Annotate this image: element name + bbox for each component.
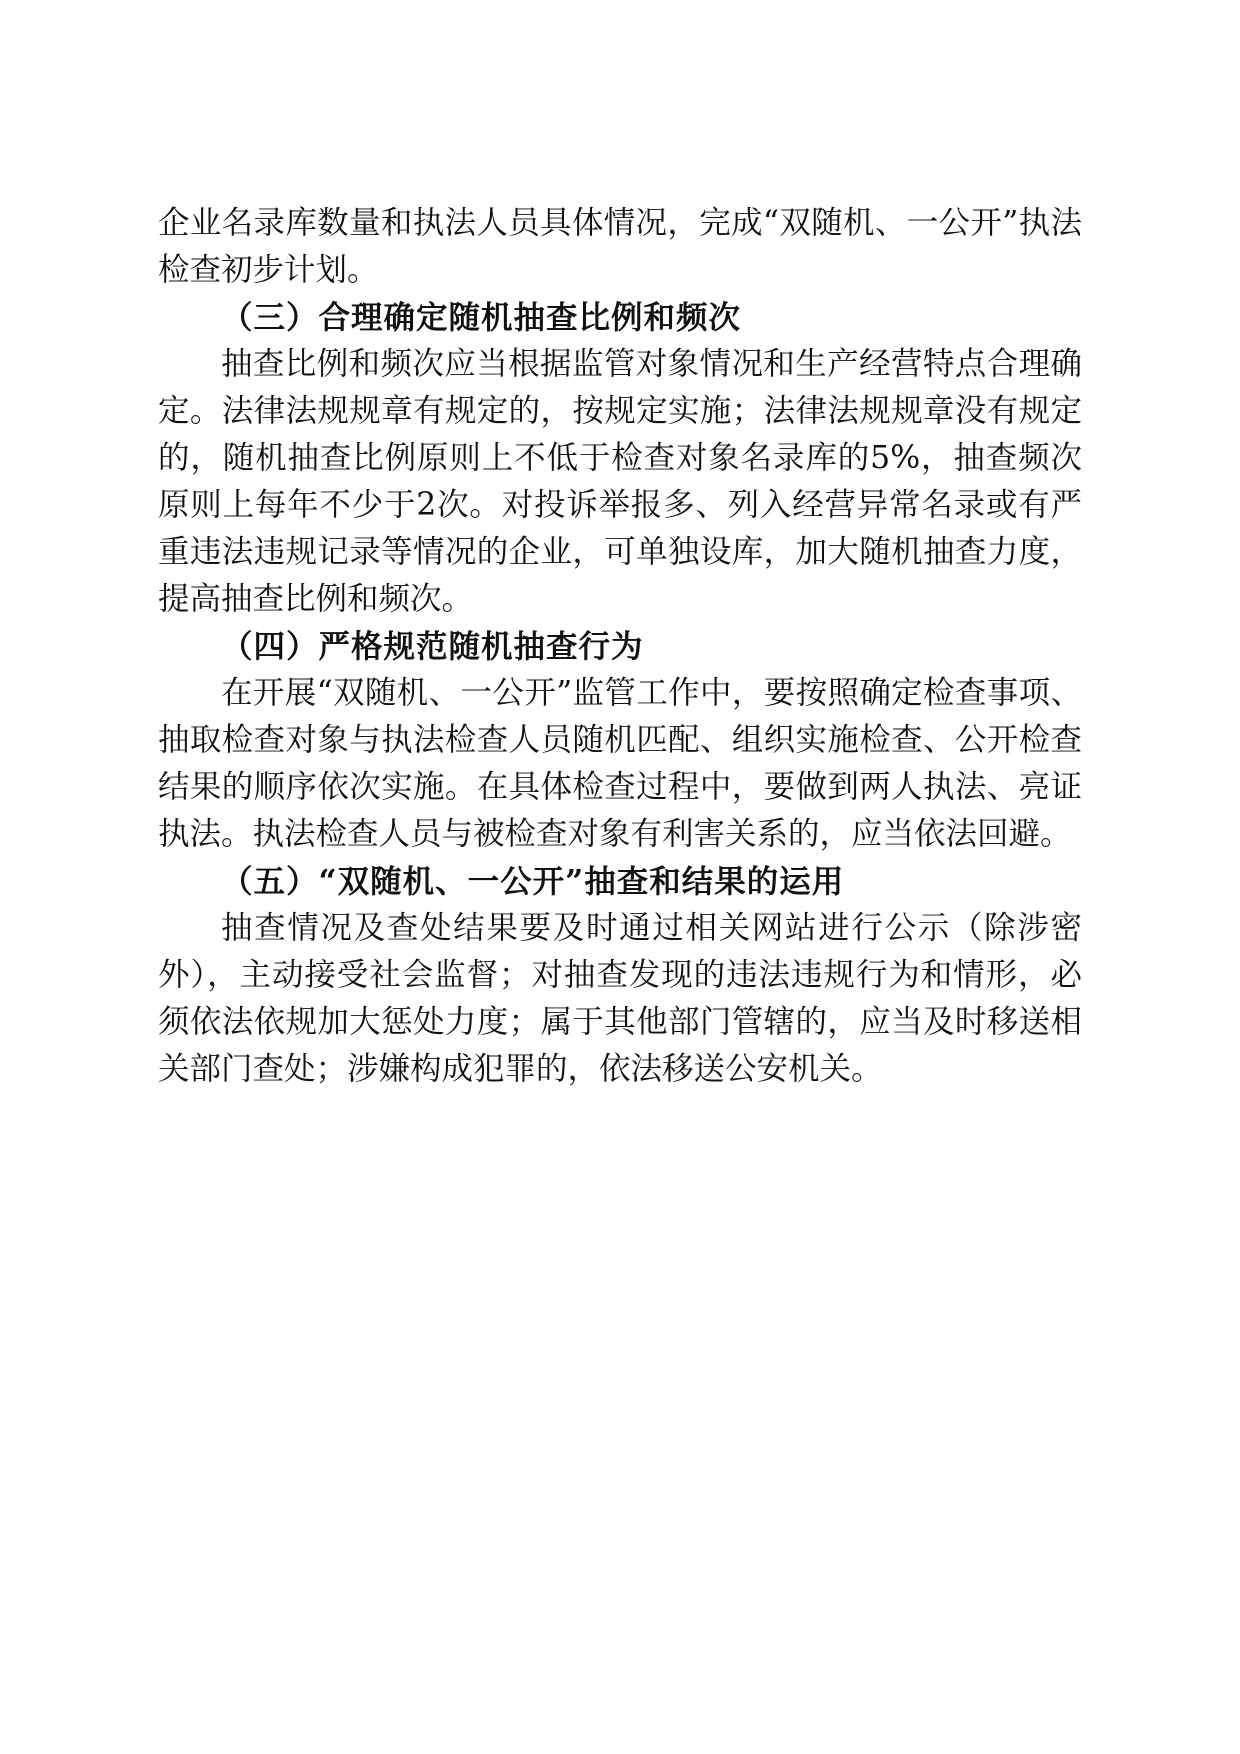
paragraph-intro: 企业名录库数量和执法人员具体情况，完成“双随机、一公开”执法检查初步计划。 — [158, 205, 1082, 288]
section-heading-5: （五）“双随机、一公开”抽查和结果的运用 — [221, 863, 845, 900]
paragraph-section-5: 抽查情况及查处结果要及时通过相关网站进行公示（除涉密外），主动接受社会监督；对抽查发现的违法违规行为和情形，必须依法依规加大惩处力度；属于其他部门管辖的，应当及时移送相关部门查处；涉嫌构成犯罪的，依法移送公安机关。 — [158, 910, 1082, 1087]
paragraph-section-3: 抽查比例和频次应当根据监管对象情况和生产经营特点合理确定。法律法规规章有规定的，按规定实施；法律法规规章没有规定的，随机抽查比例原则上不低于检查对象名录库的5%，抽查频次原则上每年不少于2次。对投诉举报多、列入经营异常名录或有严重违法违规记录等情况的企业，可单独设库，加大随机抽查力度，提高抽查比例和频次。 — [158, 346, 1082, 617]
paragraph-section-4: 在开展“双随机、一公开”监管工作中，要按照确定检查事项、抽取检查对象与执法检查人员随机匹配、组织实施检查、公开检查结果的顺序依次实施。在具体检查过程中，要做到两人执法、亮证执法。执法检查人员与被检查对象有利害关系的，应当依法回避。 — [158, 675, 1082, 852]
document-body — [158, 200, 1082, 1093]
section-heading-3: （三）合理确定随机抽查比例和频次 — [221, 299, 742, 336]
section-heading-4: （四）严格规范随机抽查行为 — [221, 628, 644, 665]
